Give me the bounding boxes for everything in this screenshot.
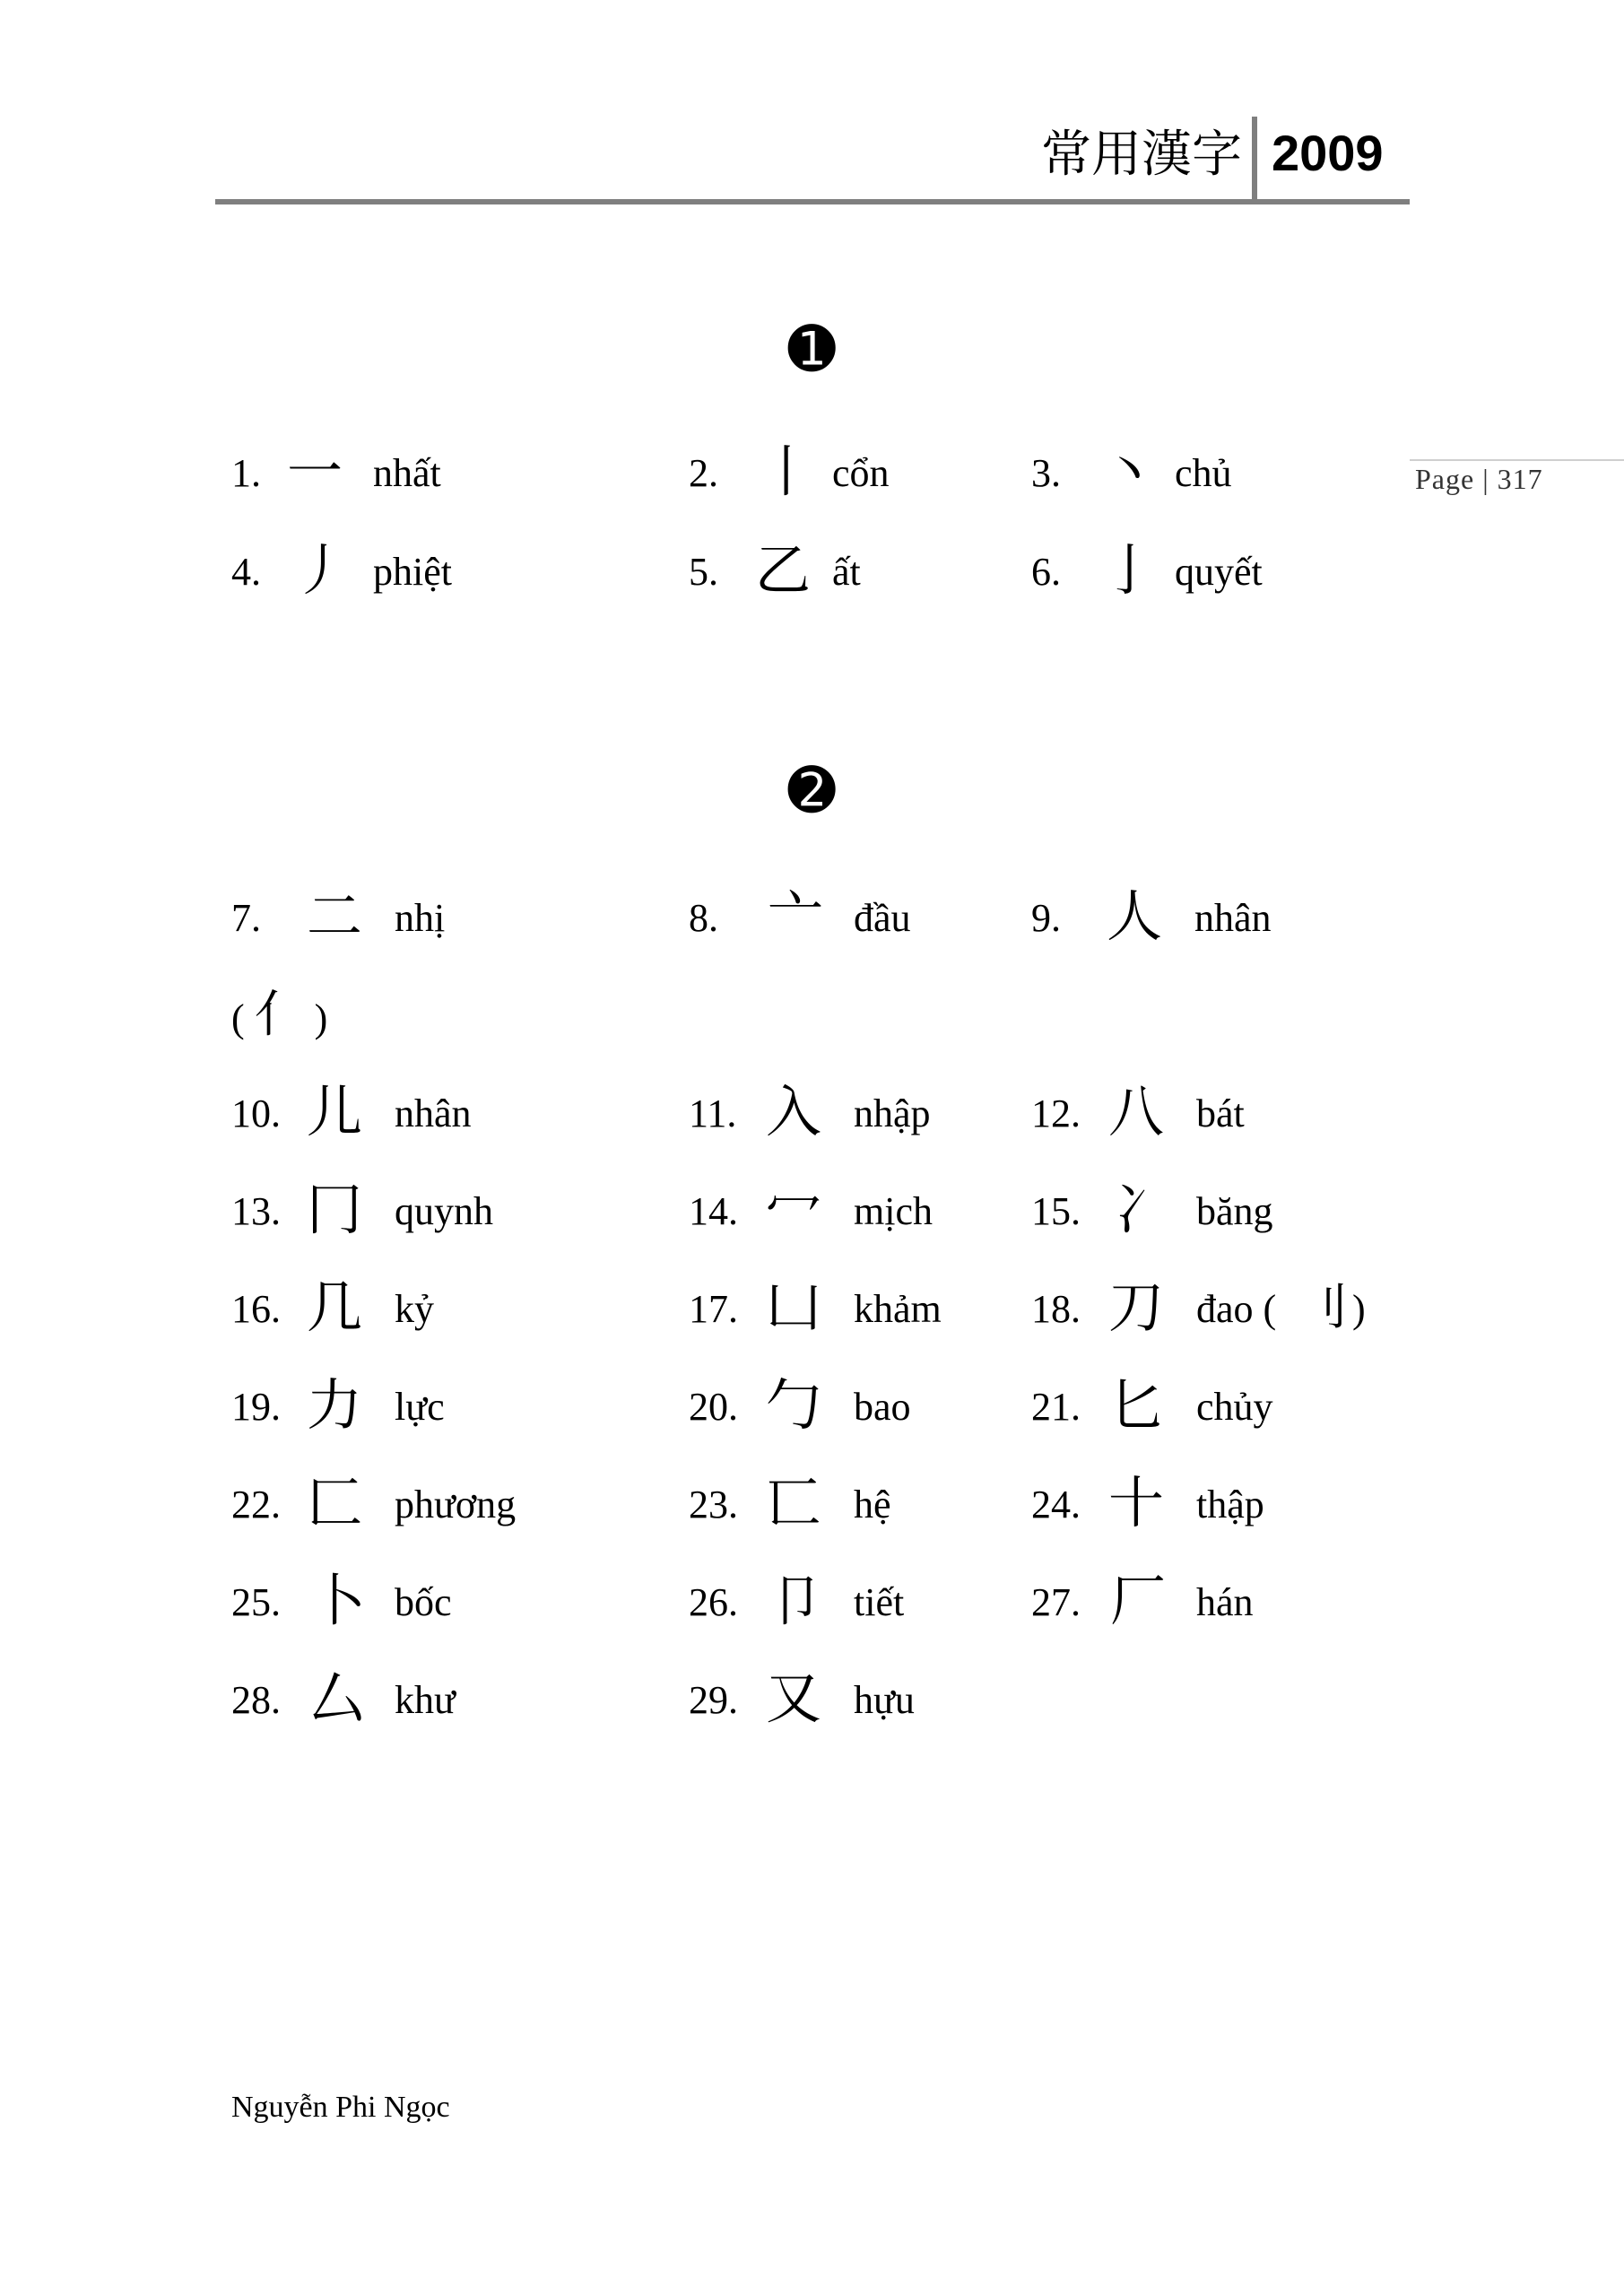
radical-glyph: 卜 [310,1568,367,1633]
entry-number: 23. [689,1483,738,1526]
radical-glyph: 人 [1107,883,1163,949]
header-year: 2009 [1272,125,1384,181]
radical-reading: thập [1196,1483,1264,1526]
radical-glyph: 匚 [307,1470,363,1535]
entry-number: 9. [1031,896,1061,940]
radical-reading: băng [1196,1189,1273,1233]
radical-reading: chủ [1175,451,1232,495]
radical-glyph: 卩 [768,1568,824,1633]
radical-reading: cổn [832,451,890,495]
radical-glyph: 一 [287,439,343,504]
entry-number: 27. [1031,1580,1081,1624]
radical-glyph: 入 [766,1079,822,1144]
radical-reading: nhân [395,1091,472,1135]
footer-author: Nguyễn Phi Ngọc [231,2091,450,2124]
radical-glyph: 勹 [766,1372,822,1438]
variant-glyph: 刂 [1300,1279,1349,1335]
radical-glyph: 亠 [768,883,824,949]
radical-reading: hệ [854,1483,891,1526]
radical-reading: đầu [854,896,911,940]
entry-number: 10. [231,1091,281,1135]
radical-reading: bao [854,1385,911,1429]
radical-reading: nhập [854,1091,931,1135]
radical-glyph: 刀 [1108,1274,1165,1340]
entry-number: 2. [689,451,718,495]
radical-variant-note [231,979,327,1051]
entry-number: 26. [689,1580,738,1624]
entry-number: 28. [231,1678,281,1722]
close-paren: ) [1352,1287,1366,1331]
radical-glyph: 厶 [308,1665,365,1731]
entry-number: 5. [689,550,718,594]
note-open-paren: ( [231,996,245,1040]
section-2-marker: ➋ [787,758,836,824]
radical-reading: hán [1196,1580,1254,1624]
entry-number: 22. [231,1483,281,1526]
radical-glyph: 乙 [755,537,812,603]
radical-glyph: 丿 [292,537,349,603]
radical-glyph: 十 [1108,1470,1165,1535]
radical-glyph: 力 [307,1372,363,1438]
radical-reading: khảm [854,1287,942,1331]
radical-reading: phiệt [373,550,452,594]
note-close-paren: ) [314,996,328,1040]
entry-number: 8. [689,896,718,940]
radical-glyph: 匕 [1108,1372,1165,1438]
radical-glyph: 冖 [766,1177,822,1242]
section-1-marker: ➊ [787,317,836,383]
radical-glyph: 二 [307,883,363,949]
header-title: 常用漢字 [1041,126,1242,184]
radical-reading: quyết [1175,550,1263,594]
entry-number: 20. [689,1385,738,1429]
radical-glyph: 八 [1108,1079,1165,1144]
radical-reading: nhất [373,451,441,495]
radical-reading: lực [395,1385,445,1429]
entry-number: 1. [231,451,261,495]
header-rule [215,199,1410,204]
entry-number: 7. [231,896,261,940]
entry-number: 21. [1031,1385,1081,1429]
radical-reading: đao ( [1196,1287,1277,1331]
entry-number: 14. [689,1189,738,1233]
entry-number: 19. [231,1385,281,1429]
radical-reading: chủy [1196,1385,1273,1429]
entry-number: 11. [689,1091,737,1135]
radical-reading: bát [1196,1091,1245,1135]
radical-reading: phương [395,1483,517,1526]
radical-glyph: 几 [307,1274,363,1340]
entry-number: 16. [231,1287,281,1331]
radical-glyph: 儿 [307,1079,363,1144]
radical-glyph: 厂 [1110,1568,1167,1633]
radical-reading: quynh [395,1189,493,1233]
variant-glyph: 亻 [254,986,305,1044]
page-number: Page | 317 [1415,463,1543,495]
radical-reading: ất [832,550,861,594]
radical-glyph: 冂 [307,1177,363,1242]
entry-number: 24. [1031,1483,1081,1526]
radical-reading: tiết [854,1580,905,1624]
radical-glyph: 丨 [759,439,815,504]
entry-number: 12. [1031,1091,1081,1135]
entry-number: 17. [689,1287,738,1331]
radical-glyph: 匸 [766,1470,822,1535]
entry-number: 4. [231,550,261,594]
radical-reading: bốc [395,1580,452,1624]
entry-number: 6. [1031,550,1061,594]
radical-reading: nhị [395,896,446,940]
entry-number: 15. [1031,1189,1081,1233]
entry-number: 13. [231,1189,281,1233]
radical-reading: khư [395,1678,456,1722]
radical-glyph: 丶 [1101,439,1158,504]
entry-number: 18. [1031,1287,1081,1331]
radical-glyph: 凵 [766,1274,822,1340]
radical-reading: mịch [854,1189,933,1233]
radical-reading: hựu [854,1678,915,1722]
header-separator [1252,117,1257,199]
entry-number: 3. [1031,451,1061,495]
entry-number: 25. [231,1580,281,1624]
radical-glyph: 又 [766,1665,822,1731]
radical-reading: nhân [1194,896,1272,940]
radical-glyph: 亅 [1101,537,1158,603]
page-number-rule [1410,459,1624,461]
radical-reading: kỷ [395,1287,434,1331]
entry-number: 29. [689,1678,738,1722]
radical-glyph: 冫 [1114,1177,1170,1242]
